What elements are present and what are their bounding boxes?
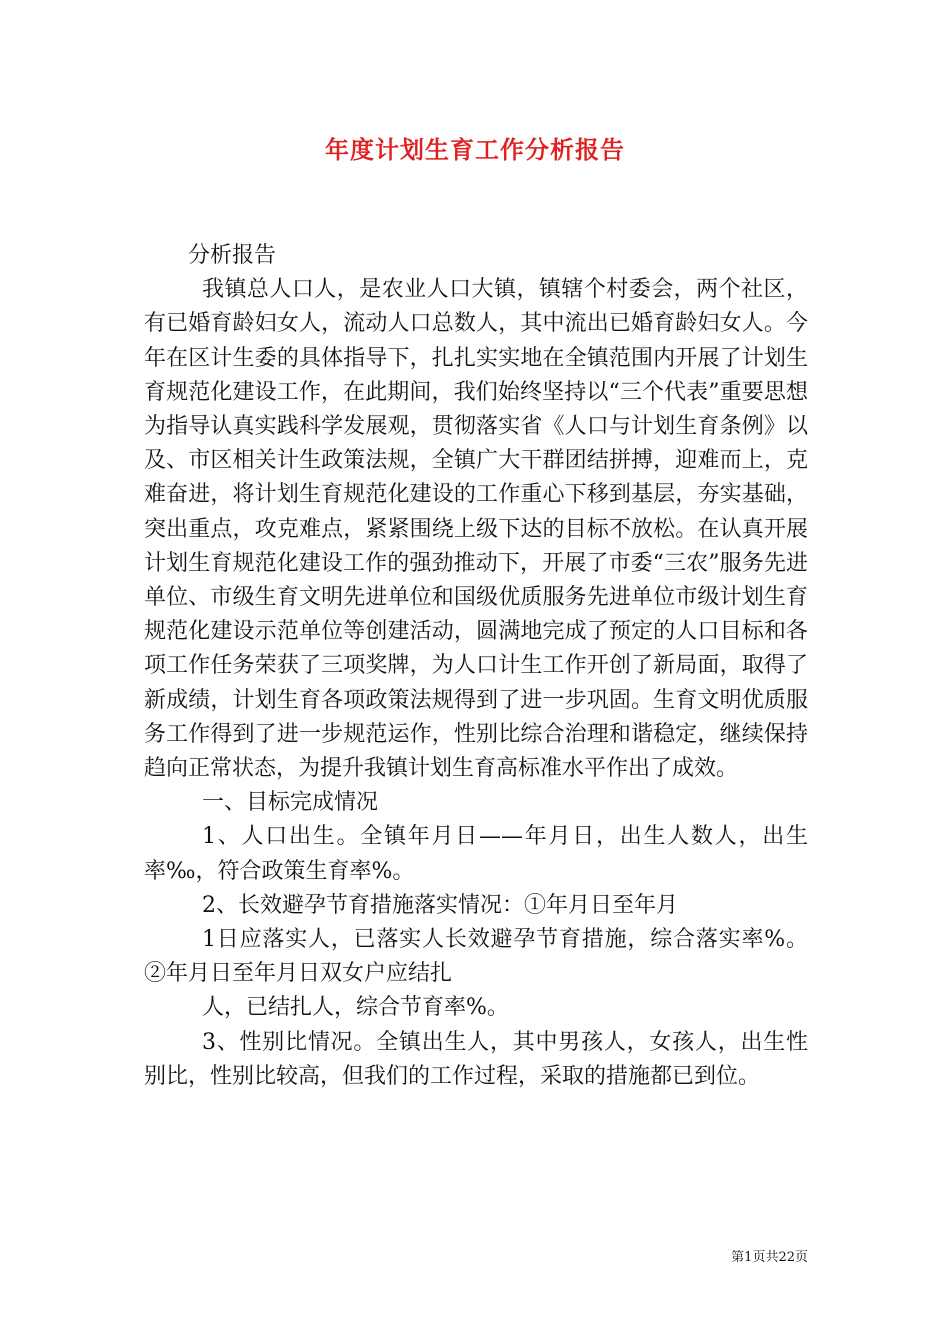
intro-paragraph: 我镇总人口人，是农业人口大镇，镇辖个村委会，两个社区，有已婚育龄妇女人，流动人口总数人，其中流出已婚育龄妇女人。今年在区计生委的具体指导下，扎扎实实地在全镇范围内开展了计划生育规范化建设工作，在此期间，我们始终坚持以“三个代表”重要思想为指导认真实践科学发展观，贯彻落实省《人口与计划生育条例》以及、市区相关计生政策法规，全镇广大干群团结拼搏，迎难而上，克难奋进，将计划生育规范化建设的工作重心下移到基层，夯实基础，突出重点，攻克难点，紧紧围绕上级下达的目标不放松。在认真开展计划生育规范化建设工作的强劲推动下，开展了市委“三农”服务先进单位、市级生育文明先进单位和国级优质服务先进单位市级计划生育规范化建设示范单位等创建活动，圆满地完成了预定的人口目标和各项工作任务荣获了三项奖牌，为人口计生工作开创了新局面，取得了新成绩，计划生育各项政策法规得到了进一步巩固。生育文明优质服务工作得到了进一步规范运作，性别比综合治理和谐稳定，继续保持趋向正常状态，为提升我镇计划生育高标准水平作出了成效。 bbox=[144, 277, 808, 782]
item-contraception-continued: 1日应落实人，已落实人长效避孕节育措施，综合落实率%。②年月日至年月日双女户应结扎 bbox=[144, 927, 808, 987]
document-title: 年度计划生育工作分析报告 bbox=[325, 135, 625, 164]
document-body bbox=[144, 239, 808, 1094]
item-sex-ratio: 3、性别比情况。全镇出生人，其中男孩人，女孩人，出生性别比，性别比较高，但我们的工作过程，采取的措施都已到位。 bbox=[144, 1029, 808, 1089]
page-number: 第1页共22页 bbox=[731, 1250, 808, 1265]
section-heading-targets: 一、目标完成情况 bbox=[202, 790, 379, 816]
item-sterilization-rate: 人，已结扎人，综合节育率%。 bbox=[202, 995, 509, 1021]
section-label-paragraph: 分析报告 bbox=[188, 243, 277, 268]
item-population-birth: 1、人口出生。全镇年月日——年月日，出生人数人，出生率‰，符合政策生育率%。 bbox=[144, 824, 808, 884]
item-contraception-measures: 2、长效避孕节育措施落实情况：①年月日至年月 bbox=[202, 892, 678, 918]
